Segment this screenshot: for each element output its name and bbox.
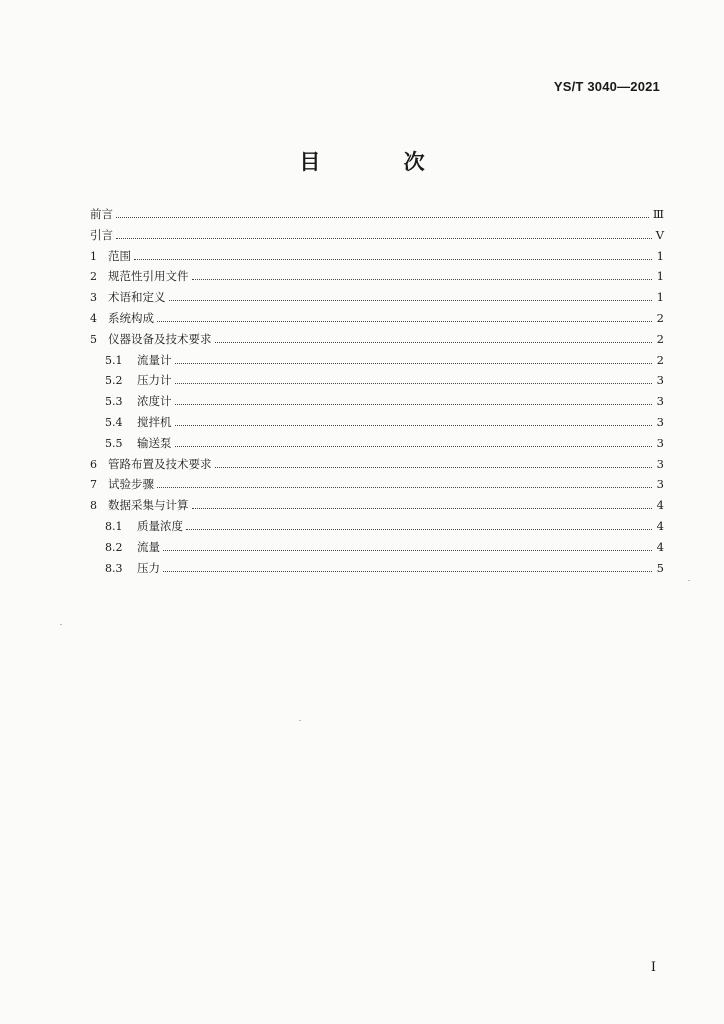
toc-entry-label: 管路布置及技术要求 [108,456,212,471]
toc-dot-leader [157,487,652,488]
toc-entry-label: 术语和定义 [108,290,166,305]
toc-entry[interactable] [90,539,664,560]
toc-entry-page: 3 [656,435,664,450]
scan-speck [299,720,301,721]
toc-entry[interactable] [90,206,664,227]
toc-entry[interactable] [90,268,664,289]
toc-entry-number: 8.1 [105,519,123,533]
toc-dot-leader [163,550,652,551]
toc-dot-leader [175,383,653,384]
page-title: 目 次 [299,150,463,174]
toc-entry-page: Ⅴ [655,227,664,242]
scan-speck [688,580,690,581]
toc-dot-leader [175,404,653,405]
toc-entry-number: 8.2 [105,540,123,554]
toc-entry-label: 压力 [137,560,160,575]
toc-entry-number: 6 [90,457,97,471]
toc-entry-label: 搅拌机 [137,414,172,429]
toc-entry-page: 3 [656,394,664,409]
toc-dot-leader [175,446,653,447]
toc-entry-page: 4 [656,498,664,513]
toc-entry-page: 2 [656,352,664,367]
page-number: I [650,960,656,975]
toc-entry-page: 5 [656,560,664,575]
toc-entry[interactable] [90,331,664,352]
toc-entry-number: 8 [90,499,97,513]
toc-entry-page: 4 [656,518,664,533]
toc-entry[interactable] [90,352,664,373]
toc-entry[interactable] [90,456,664,477]
toc-entry-number: 2 [90,270,97,284]
toc-entry-label: 范围 [108,248,131,263]
toc-entry[interactable] [90,289,664,310]
toc-dot-leader [169,300,653,301]
standard-code: YS/T 3040—2021 [553,79,660,94]
toc-entry[interactable] [90,497,664,518]
toc-entry-label: 输送泵 [137,435,172,450]
toc-entry[interactable] [90,560,664,581]
toc-dot-leader [215,467,653,468]
toc-entry-page: 3 [656,477,664,492]
toc-entry-label: 规范性引用文件 [108,269,189,284]
toc-entry-page: Ⅲ [652,207,664,221]
toc-entry-number: 5.3 [105,395,123,409]
toc-dot-leader [175,425,653,426]
toc-entry[interactable] [90,476,664,497]
toc-dot-leader [134,259,652,260]
toc-entry-number: 4 [90,311,97,325]
toc-entry-number: 8.3 [105,561,123,575]
toc-entry-label: 引言 [90,227,113,242]
toc-entry-page: 2 [656,331,664,346]
toc-entry-number: 5.4 [105,415,123,429]
toc-entry-label: 质量浓度 [137,518,183,533]
toc-dot-leader [157,321,652,322]
toc-entry-page: 1 [656,290,664,305]
toc-entry-label: 前言 [90,207,113,221]
toc-entry[interactable] [90,393,664,414]
toc-dot-leader [175,363,653,364]
toc-entry-number: 5.1 [105,353,123,367]
toc-dot-leader [215,342,653,343]
toc-entry[interactable] [90,227,664,248]
toc-entry-label: 流量计 [137,352,172,367]
toc-entry-number: 1 [90,249,97,263]
toc-entry-number: 5.5 [105,436,123,450]
toc-entry-number: 5 [90,332,97,346]
toc-entry-page: 3 [656,456,664,471]
toc-entry-page: 1 [656,248,664,263]
toc-entry-label: 浓度计 [137,394,172,409]
toc-entry-number: 3 [90,291,97,305]
toc-dot-leader [192,279,653,280]
toc-entry-page: 3 [656,414,664,429]
toc-entry-number: 5.2 [105,374,123,388]
toc-dot-leader [116,238,652,239]
toc-dot-leader [192,508,653,509]
toc-entry-number: 7 [90,478,97,492]
toc-entry-label: 系统构成 [108,310,154,325]
toc-entry[interactable] [90,372,664,393]
toc-dot-leader [186,529,652,530]
scan-speck [60,624,62,625]
toc-entry-label: 仪器设备及技术要求 [108,331,212,346]
toc-entry-page: 4 [656,539,664,554]
toc-entry[interactable] [90,518,664,539]
toc-entry[interactable] [90,248,664,269]
toc-entry[interactable] [90,435,664,456]
toc-entry-label: 流量 [137,539,160,554]
toc-dot-leader [163,571,652,572]
toc-entry-page: 1 [656,269,664,284]
toc-dot-leader [116,217,649,218]
toc-entry-label: 压力计 [137,373,172,388]
toc-entry[interactable] [90,310,664,331]
toc-entry-label: 数据采集与计算 [108,498,189,513]
toc-entry-page: 3 [656,373,664,388]
toc-entry[interactable] [90,414,664,435]
table-of-contents [90,206,664,580]
toc-entry-page: 2 [656,310,664,325]
toc-entry-label: 试验步骤 [108,477,154,492]
